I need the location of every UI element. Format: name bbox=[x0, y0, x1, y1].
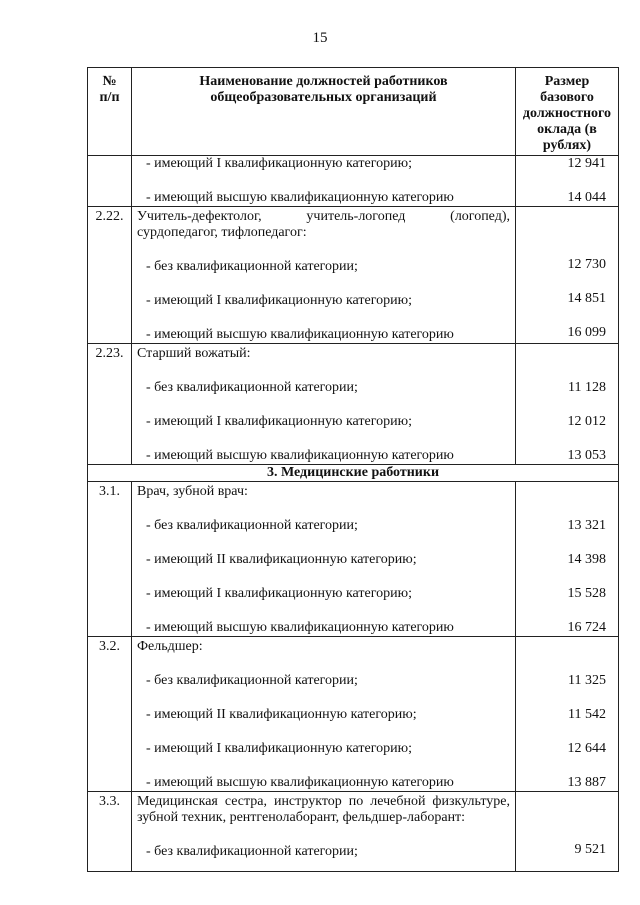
group-title: Фельдшер: bbox=[137, 639, 203, 654]
group-title: сурдопедагог, тифлопедагог: bbox=[137, 225, 307, 240]
salary-value: 11 128 bbox=[568, 380, 606, 395]
list-item: - без квалификационной категории; bbox=[146, 380, 358, 395]
header-name-text: Наименование должностей работников общеобразовательных организаций bbox=[199, 74, 448, 105]
list-item: - имеющий высшую квалификационную категорию bbox=[146, 620, 454, 635]
table-row bbox=[88, 792, 619, 872]
row-num: 3.1. bbox=[88, 482, 132, 637]
salary-value: 16 099 bbox=[567, 325, 606, 340]
list-item: - имеющий I квалификационную категорию; bbox=[146, 156, 412, 171]
header-num-text: № п/п bbox=[99, 74, 120, 105]
salary-value: 13 321 bbox=[567, 518, 606, 533]
salary-value: 15 528 bbox=[567, 586, 606, 601]
list-item: - без квалификационной категории; bbox=[146, 518, 358, 533]
group-title: Медицинская сестра, инструктор по лечебной физкультуре, bbox=[137, 794, 510, 809]
row-values bbox=[516, 482, 619, 637]
list-item: - имеющий II квалификационную категорию; bbox=[146, 707, 417, 722]
salary-value: 13 053 bbox=[567, 448, 606, 463]
list-item: - имеющий I квалификационную категорию; bbox=[146, 741, 412, 756]
row-labels bbox=[132, 792, 516, 872]
salary-value: 14 851 bbox=[567, 291, 606, 306]
group-title: Врач, зубной врач: bbox=[137, 484, 248, 499]
list-item: - имеющий I квалификационную категорию; bbox=[146, 414, 412, 429]
table-row bbox=[88, 637, 619, 792]
salary-value: 12 941 bbox=[567, 156, 606, 171]
row-num bbox=[88, 156, 132, 207]
list-item: - имеющий высшую квалификационную категорию bbox=[146, 190, 454, 205]
row-num: 3.3. bbox=[88, 792, 132, 872]
row-values bbox=[516, 344, 619, 465]
salary-table bbox=[87, 67, 619, 872]
table-row bbox=[88, 482, 619, 637]
row-num: 2.22. bbox=[88, 207, 132, 344]
row-num: 3.2. bbox=[88, 637, 132, 792]
header-salary-text: Размер базового должностного оклада (в рублях) bbox=[522, 74, 612, 153]
group-title: Старший вожатый: bbox=[137, 346, 251, 361]
group-title: Учитель-дефектолог, учитель-логопед (логопед), bbox=[137, 209, 510, 224]
header-name bbox=[132, 68, 516, 156]
table-row bbox=[88, 465, 619, 482]
salary-value: 12 730 bbox=[567, 257, 606, 272]
salary-value: 9 521 bbox=[574, 842, 606, 857]
row-num: 2.23. bbox=[88, 344, 132, 465]
salary-value: 12 012 bbox=[567, 414, 606, 429]
salary-value: 13 887 bbox=[567, 775, 606, 790]
group-title: зубной техник, рентгенолаборант, фельдшер-лаборант: bbox=[137, 810, 466, 825]
list-item: - без квалификационной категории; bbox=[146, 259, 358, 274]
list-item: - без квалификационной категории; bbox=[146, 673, 358, 688]
list-item: - без квалификационной категории; bbox=[146, 844, 358, 859]
row-labels bbox=[132, 344, 516, 465]
row-values bbox=[516, 156, 619, 207]
salary-value: 16 724 bbox=[567, 620, 606, 635]
list-item: - имеющий высшую квалификационную категорию bbox=[146, 448, 454, 463]
list-item: - имеющий высшую квалификационную категорию bbox=[146, 775, 454, 790]
row-values bbox=[516, 792, 619, 872]
table-row bbox=[88, 344, 619, 465]
page-number: 15 bbox=[312, 30, 328, 46]
row-values bbox=[516, 637, 619, 792]
table-header-row bbox=[88, 68, 619, 156]
row-labels bbox=[132, 207, 516, 344]
salary-value: 14 398 bbox=[567, 552, 606, 567]
table-row bbox=[88, 207, 619, 344]
list-item: - имеющий II квалификационную категорию; bbox=[146, 552, 417, 567]
salary-value: 11 542 bbox=[568, 707, 606, 722]
header-num bbox=[88, 68, 132, 156]
list-item: - имеющий I квалификационную категорию; bbox=[146, 293, 412, 308]
header-salary bbox=[516, 68, 619, 156]
row-values bbox=[516, 207, 619, 344]
list-item: - имеющий I квалификационную категорию; bbox=[146, 586, 412, 601]
salary-value: 12 644 bbox=[567, 741, 606, 756]
salary-value: 11 325 bbox=[568, 673, 606, 688]
section-heading: 3. Медицинские работники bbox=[88, 465, 619, 482]
row-labels bbox=[132, 482, 516, 637]
row-labels bbox=[132, 156, 516, 207]
list-item: - имеющий высшую квалификационную категорию bbox=[146, 327, 454, 342]
table-row bbox=[88, 156, 619, 207]
row-labels bbox=[132, 637, 516, 792]
salary-value: 14 044 bbox=[567, 190, 606, 205]
